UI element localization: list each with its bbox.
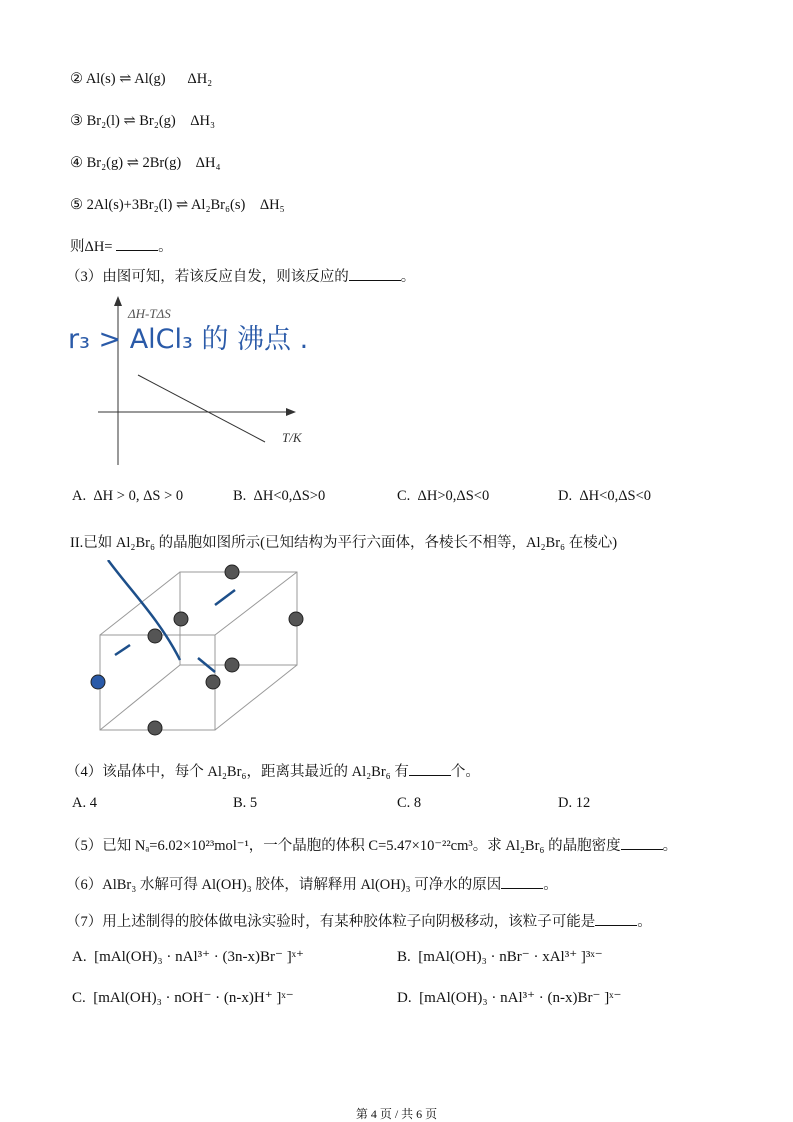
option-7a[interactable]: A. [mAl(OH)₃ · nAl³⁺ · (3n-x)Br⁻ ]ˣ⁺ bbox=[72, 949, 304, 965]
y-axis-arrow bbox=[114, 296, 122, 306]
option-3a[interactable]: A. ΔH > 0, ΔS > 0 bbox=[72, 488, 184, 504]
delta-h-question bbox=[70, 235, 173, 256]
question-6-text: （6）AlBr₃ 水解可得 Al(OH)₃ 胶体，请解释用 Al(OH)₃ 可净水的原因 bbox=[66, 877, 502, 893]
delta-h-label: 则ΔH= bbox=[70, 239, 117, 255]
option-4a[interactable]: A. 4 bbox=[72, 795, 97, 811]
option-3b[interactable]: B. ΔH<0,ΔS>0 bbox=[233, 488, 326, 504]
question-3-text: （3）由图可知，若该反应自发，则该反应的 bbox=[66, 269, 349, 285]
option-7c[interactable]: C. [mAl(OH)₃ · nOH⁻ · (n-x)H⁺ ]ˣ⁻ bbox=[72, 990, 294, 1006]
answer-blank[interactable] bbox=[595, 913, 637, 926]
atom bbox=[148, 721, 162, 735]
period: 。 bbox=[158, 239, 173, 255]
atom bbox=[206, 675, 220, 689]
atom bbox=[174, 612, 188, 626]
trend-line bbox=[138, 375, 265, 442]
answer-blank[interactable] bbox=[501, 876, 543, 889]
period: 。 bbox=[400, 269, 416, 285]
atom bbox=[148, 629, 162, 643]
crystal-cell-figure bbox=[80, 560, 320, 740]
question-4 bbox=[66, 760, 480, 781]
energy-graph bbox=[60, 290, 320, 475]
question-4-suffix: 个。 bbox=[450, 764, 480, 780]
option-3d[interactable]: D. ΔH<0,ΔS<0 bbox=[558, 488, 652, 504]
question-6 bbox=[66, 873, 558, 894]
y-axis-label: ΔH-TΔS bbox=[128, 306, 171, 321]
answer-blank[interactable] bbox=[116, 238, 158, 251]
option-7b[interactable]: B. [mAl(OH)₃ · nBr⁻ · xAl³⁺ ]³ˣ⁻ bbox=[397, 949, 603, 965]
question-7 bbox=[66, 910, 652, 931]
x-axis-label: T/K bbox=[282, 430, 302, 445]
part-2-intro: II.已如 Al₂Br₆ 的晶胞如图所示(已知结构为平行六面体，各棱长不相等，Al₂Br₆ 在棱心) bbox=[70, 535, 618, 551]
period: 。 bbox=[543, 877, 558, 893]
period: 。 bbox=[637, 914, 652, 930]
question-3 bbox=[66, 265, 415, 286]
option-4d[interactable]: D. 12 bbox=[558, 795, 591, 811]
option-3c[interactable]: C. ΔH>0,ΔS<0 bbox=[397, 488, 490, 504]
page-footer: 第 4 页 / 共 6 页 bbox=[355, 1107, 438, 1121]
equation-5: ⑤ 2Al(s)+3Br₂(l) ⇌ Al₂Br₆(s) ΔH₅ bbox=[70, 197, 285, 213]
period: 。 bbox=[662, 838, 678, 854]
equation-4: ④ Br₂(g) ⇌ 2Br(g) ΔH₄ bbox=[70, 155, 221, 171]
atom bbox=[225, 565, 239, 579]
equation-2: ② Al(s) ⇌ Al(g) ΔH₂ bbox=[70, 71, 213, 87]
handwritten-note: r₃ > AlCl₃ 的 沸点 . bbox=[68, 324, 309, 355]
question-5 bbox=[66, 834, 677, 855]
atom bbox=[91, 675, 105, 689]
question-7-text: （7）用上述制得的胶体做电泳实验时，有某种胶体粒子向阴极移动，该粒子可能是 bbox=[66, 914, 596, 930]
atom bbox=[225, 658, 239, 672]
equation-3: ③ Br₂(l) ⇌ Br₂(g) ΔH₃ bbox=[70, 113, 216, 129]
atom bbox=[289, 612, 303, 626]
option-4b[interactable]: B. 5 bbox=[233, 795, 258, 811]
option-7d[interactable]: D. [mAl(OH)₃ · nAl³⁺ · (n-x)Br⁻ ]ˣ⁻ bbox=[397, 990, 622, 1006]
answer-blank[interactable] bbox=[621, 837, 663, 850]
question-5-text: （5）已知 Nₐ=6.02×10²³mol⁻¹，一个晶胞的体积 C=5.47×10⁻²²cm³。求 Al₂Br₆ 的晶胞密度 bbox=[66, 838, 621, 854]
x-axis-arrow bbox=[286, 408, 296, 416]
answer-blank[interactable] bbox=[349, 268, 401, 281]
option-4c[interactable]: C. 8 bbox=[397, 795, 422, 811]
answer-blank[interactable] bbox=[409, 763, 451, 776]
question-4-text: （4）该晶体中，每个 Al₂Br₆，距离其最近的 Al₂Br₆ 有 bbox=[66, 764, 409, 780]
